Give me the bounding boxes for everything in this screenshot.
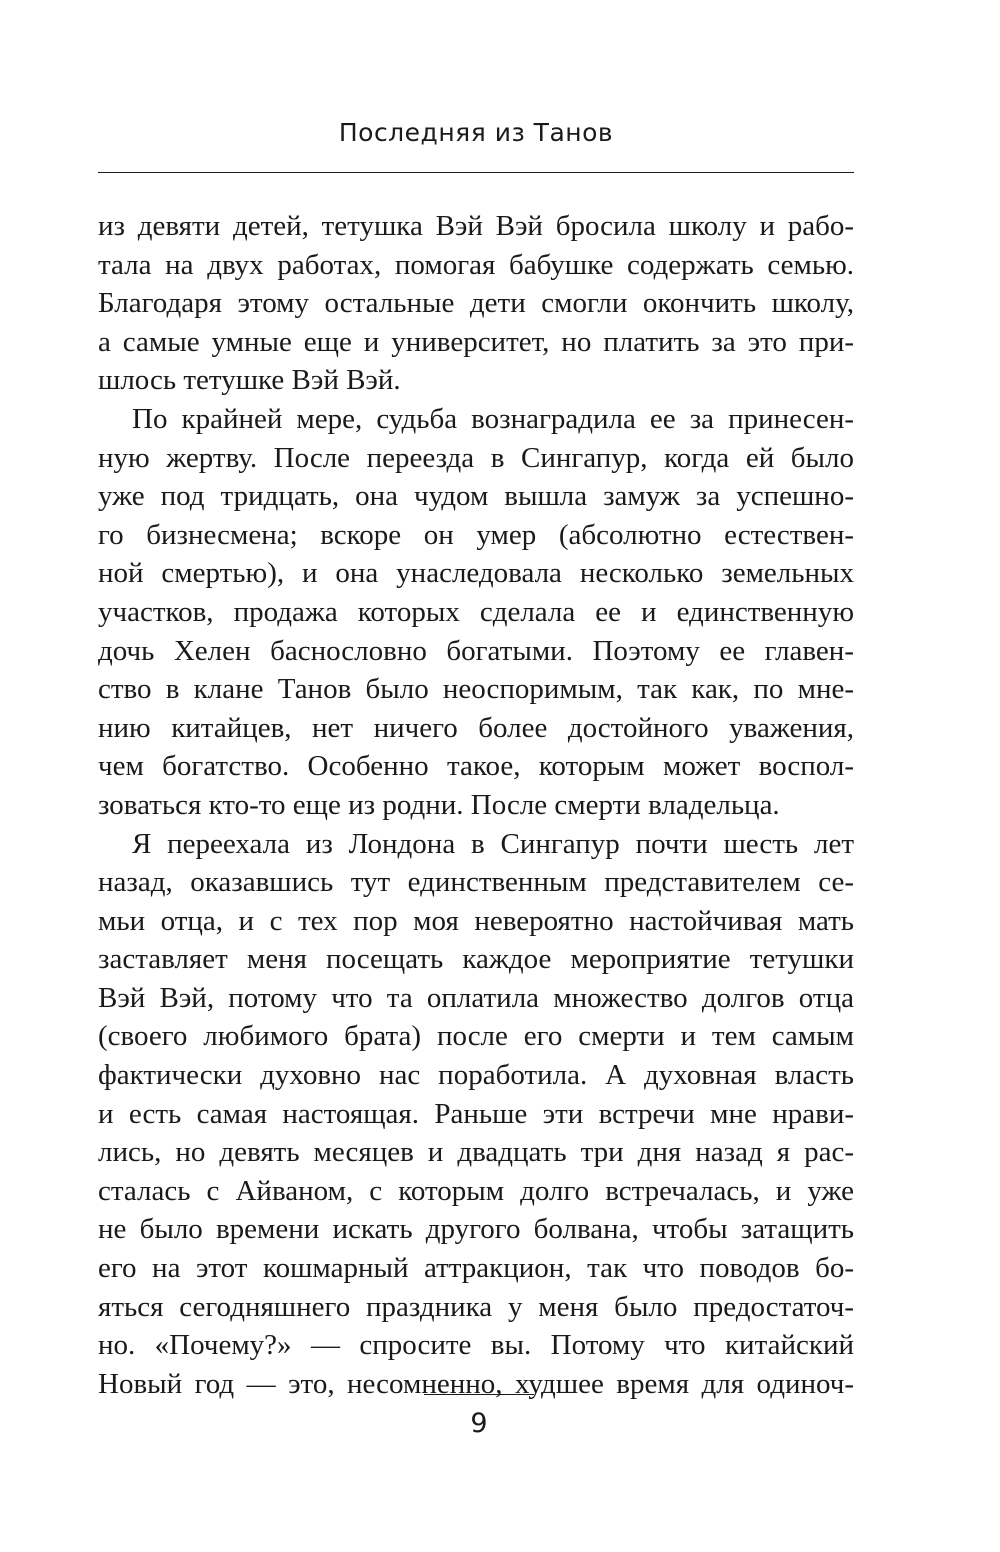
text-line: его на этот кошмарный аттракцион, так что поводов бо-: [98, 1252, 854, 1285]
text-line: сталась с Айваном, с которым долго встречалась, и уже: [98, 1174, 854, 1207]
text-line: ство в клане Танов было неоспоримым, так как, по мне-: [98, 673, 854, 706]
footer-rule: [424, 1394, 534, 1395]
text-line: из девяти детей, тетушка Вэй Вэй бросила школу и рабо-: [98, 210, 854, 242]
text-line: Новый год — это, несомненно, худшее время для одиноч-: [98, 1367, 854, 1400]
text-line: По крайней мере, судьба вознаградила ее за принесен-: [132, 402, 854, 435]
body-text: [98, 207, 854, 1403]
text-line: мьи отца, и с тех пор моя невероятно настойчивая мать: [98, 904, 854, 937]
text-line: шлось тетушке Вэй Вэй.: [98, 364, 401, 397]
text-line: дочь Хелен баснословно богатыми. Поэтому ее главен-: [98, 634, 854, 667]
text-line: фактически духовно нас поработила. А духовная власть: [98, 1059, 854, 1092]
text-line: уже под тридцать, она чудом вышла замуж за успешно-: [98, 480, 854, 513]
text-line: тала на двух работах, помогая бабушке содержать семью.: [98, 248, 854, 281]
text-line: Благодаря этому остальные дети смогли окончить школу,: [98, 287, 854, 320]
text-line: Я переехала из Лондона в Сингапур почти шесть лет: [132, 827, 854, 860]
paragraph: [98, 400, 854, 825]
text-line: участков, продажа которых сделала ее и единственную: [98, 595, 854, 628]
text-line: яться сегодняшнего праздника у меня было предостаточ-: [98, 1290, 854, 1323]
text-line: (своего любимого брата) после его смерти и тем самым: [98, 1020, 854, 1053]
text-line: нию китайцев, нет ничего более достойного уважения,: [98, 711, 854, 744]
text-line: ную жертву. После переезда в Сингапур, когда ей было: [98, 441, 854, 474]
text-line: назад, оказавшись тут единственным представителем се-: [98, 866, 854, 899]
text-line: и есть самая настоящая. Раньше эти встречи мне нрави-: [98, 1097, 854, 1130]
running-head: Последняя из Танов: [338, 118, 614, 147]
paragraph: [98, 207, 854, 400]
text-line: но. «Почему?» — спросите вы. Потому что китайский: [98, 1329, 854, 1362]
paragraph: [98, 825, 854, 1404]
text-line: ной смертью), и она унаследовала несколько земельных: [98, 557, 854, 590]
text-line: го бизнесмена; вскоре он умер (абсолютно естествен-: [98, 518, 854, 551]
text-line: заставляет меня посещать каждое мероприятие тетушки: [98, 943, 854, 976]
text-line: а самые умные еще и университет, но платить за это при-: [98, 325, 854, 358]
text-line: зоваться кто-то еще из родни. После смерти владельца.: [98, 788, 780, 821]
text-line: Вэй Вэй, потому что та оплатила множество долгов отца: [98, 981, 854, 1014]
text-line: лись, но девять месяцев и двадцать три дня назад я рас-: [98, 1136, 854, 1169]
page-number: 9: [470, 1408, 488, 1439]
text-line: не было времени искать другого болвана, чтобы затащить: [98, 1213, 854, 1246]
text-line: чем богатство. Особенно такое, которым может воспол-: [98, 750, 854, 783]
header-rule: [98, 172, 854, 173]
